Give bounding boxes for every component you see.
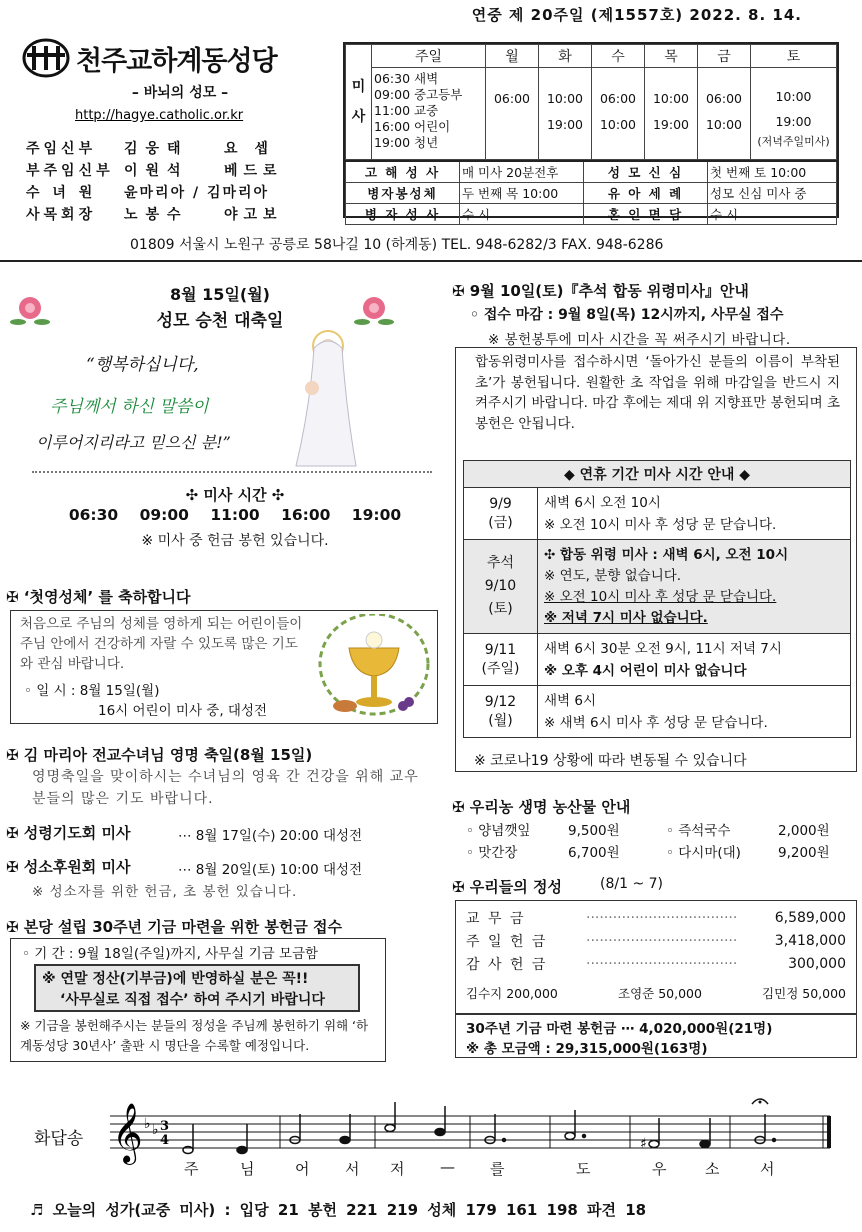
- lyric-syllable: 주: [184, 1160, 199, 1178]
- svg-text:4: 4: [160, 1133, 170, 1148]
- feast-quote-line3: 이루어지리라고 믿으신 분!”: [36, 433, 231, 452]
- svg-text:♭: ♭: [144, 1116, 151, 1132]
- prayer-heading: ✠ 성령기도회 미사: [6, 824, 131, 842]
- lyric-syllable: 도: [576, 1160, 591, 1178]
- hymn-list: ♬ 오늘의 성가(교중 미사) : 입당 21 봉헌 221 219 성체 179 161 198 파견 18: [30, 1201, 647, 1219]
- feast-quote-line1: “행복하십니다,: [86, 355, 199, 375]
- mass-note: ※ 미사 중 헌금 봉헌 있습니다.: [141, 533, 329, 549]
- communion-place: 16시 어린이 미사 중, 대성전: [98, 703, 268, 719]
- lyric-syllable: 우: [652, 1160, 667, 1178]
- table-row: 교 무 금 ·································· 6,589,000: [466, 909, 846, 927]
- memorial-deadline: ◦ 접수 마감 : 9월 8일(목) 12시까지, 사무실 접수: [470, 307, 784, 323]
- feast-date: 8월 15일(월): [170, 285, 270, 304]
- mary-figure-icon: [290, 328, 360, 468]
- fund-warning2: ‘사무실로 직접 접수’ 하여 주시기 바랍니다: [60, 992, 325, 1008]
- communion-heading: ✠ ‘첫영성체’ 를 축하합니다: [6, 588, 191, 606]
- parish-logo-icon: [22, 38, 70, 78]
- mass-time-title: ✣ 미사 시간 ✣: [185, 486, 285, 504]
- benefactor-heading: ✠ 성소후원회 미사: [6, 858, 131, 876]
- memorial-note: ※ 봉헌봉투에 미사 시간을 꼭 써주시기 바랍니다.: [488, 332, 791, 348]
- farm-list: [466, 820, 846, 864]
- lyric-syllable: 서: [345, 1160, 360, 1178]
- feast-quote-line2: 주님께서 하신 말씀이: [50, 397, 209, 417]
- fund-offering: 30주년 기금 마련 봉헌금 ⋯ 4,020,000원(21명): [466, 1021, 773, 1037]
- memorial-body: 합동위령미사를 접수하시면 ‘돌아가신 분들의 이름이 부착된 초’가 봉헌됩니다. 원활한 초 작업을 위해 마감일을 반드시 지켜주시기 바랍니다. 마감 후에는 제대 위 지향표만 봉헌되며 초 봉헌은 안됩니다.: [475, 354, 840, 432]
- chalice-icon: [315, 614, 433, 720]
- divider: [0, 260, 862, 262]
- lyric-syllable: 서: [760, 1160, 775, 1178]
- psalm-lyrics: [0, 1158, 862, 1180]
- lyric-syllable: 소: [705, 1160, 720, 1178]
- sister-text: 영명축일을 맞이하시는 수녀님의 영육 간 건강을 위해 교우분들의 많은 기도 바랍니다.: [32, 769, 419, 807]
- holiday-mass-table: ◆ 연휴 기간 미사 시간 안내 ◆ 9/9 (금) 새벽 6시 오전 10시 ※ 오전 10시 미사 후 성당 문 닫습니다. 추석 9/10 (토) ✣ 합동 위령 미사 : 새벽 6시, 오전 10시 ※ 연도, 분향 없습니다. ※ 오전 10시 미사 후 성당 문 닫습니다. ※ 저녁 7시 미사 없습니다. 9/11 (주일) 새벽 6시 30분 오전 9시, 11시 저녁 7시 ※ 오후 4시 어린이 미사 없습니다 9/12 (월) 새벽 6시 ※ 새벽 6시 미사 후 성당 문 닫습니다.: [463, 460, 851, 738]
- fund-warning1: ※ 연말 정산(기부금)에 반영하실 분은 꼭!!: [42, 971, 309, 987]
- offering-box: [455, 900, 857, 1058]
- memorial-heading: ✠ 9월 10일(토)『추석 합동 위령미사』안내: [452, 282, 749, 300]
- lyric-syllable: —: [440, 1158, 455, 1176]
- fund-period: ◦ 기 간 : 9월 18일(주일)까지, 사무실 기금 모금함: [22, 946, 319, 962]
- lyric-syllable: 님: [240, 1160, 255, 1178]
- table-row: 주 일 헌 금 ·································· 3,418,000: [466, 932, 846, 950]
- flower-icon: [354, 292, 394, 328]
- staff-row: 주임신부 김웅태 요 셉: [26, 141, 274, 157]
- prayer-info: ⋯ 8월 17일(수) 20:00 대성전: [178, 828, 363, 844]
- staff-row: 부주임신부 이원석 베드로: [26, 163, 283, 179]
- list-item: ◦ 맛간장 6,700원 ◦ 다시마(대) 9,200원: [466, 845, 830, 861]
- lyric-syllable: 어: [295, 1160, 310, 1178]
- psalm-label: 화답송: [34, 1129, 84, 1149]
- offering-total: ※ 총 모금액 : 29,315,000원(163명): [466, 1041, 708, 1057]
- offering-heading: ✠ 우리들의 정성: [452, 878, 562, 896]
- sunday-times: 06:30 새벽 09:00 중고등부 11:00 교중 16:00 어린이 19:00 청년: [372, 68, 486, 160]
- communion-date: ◦ 일 시 : 8월 15일(월): [24, 683, 160, 699]
- table-row: 감 사 헌 금 ·································· 300,000: [466, 955, 846, 973]
- church-name: 천주교하계동성당: [76, 45, 277, 77]
- offering-period: (8/1 ~ 7): [600, 876, 663, 892]
- treble-clef-icon: 𝄞: [112, 1103, 143, 1163]
- sister-heading: ✠ 김 마리아 전교수녀님 영명 축일(8월 15일): [6, 746, 313, 764]
- lyric-syllable: 저: [390, 1160, 405, 1178]
- donor-row: 김수지 200,000 조영준 50,000 김민정 50,000: [466, 985, 846, 1001]
- communion-text: 처음으로 주님의 성체를 영하게 되는 어린이들이 주님 안에서 건강하게 자랄 수 있도록 많은 기도와 관심 바랍니다.: [20, 616, 303, 672]
- mass-label: 미사: [346, 45, 372, 160]
- lyric-syllable: 를: [490, 1160, 505, 1178]
- feast-title: 성모 승천 대축일: [156, 311, 284, 331]
- fund-heading: ✠ 본당 설립 30주년 기금 마련을 위한 봉헌금 접수: [6, 918, 343, 936]
- benefactor-note: ※ 성소자를 위한 헌금, 초 봉헌 있습니다.: [32, 884, 298, 900]
- svg-text:♯: ♯: [640, 1136, 647, 1152]
- church-subtitle: – 바뇌의 성모 –: [131, 85, 229, 101]
- svg-text:3: 3: [160, 1119, 170, 1134]
- fund-note: ※ 기금을 봉헌해주시는 분들의 정성을 주님께 봉헌하기 위해 ‘하계동성당 30년사’ 출판 시 명단을 수록할 예정입니다.: [20, 1018, 369, 1053]
- mass-schedule-table: 미사 주일 월 화 수 목 금 토 06:30 새벽 09:00 중고등부 11:00 교중 16:00 어린이 19:00 청년 06:00 10:00 19:00 06:00 10:00 10:00 19:00 06:00 10:00 10:00 19:00 (저녁주일미사) 고 해 성 사 매 미사 20분전후 성 모 신 심 첫 번째 토 10:00 병자봉성체 두 번째 목 10:00 유 아 세 례 성모 신심 미사 중 병 자 성 사 수 시 혼 인 면 담 수 시: [343, 42, 839, 218]
- church-address: 01809 서울시 노원구 공릉로 58나길 10 (하계동) TEL. 948-6282/3 FAX. 948-6286: [130, 237, 664, 253]
- farm-heading: ✠ 우리농 생명 농산물 안내: [452, 798, 631, 816]
- benefactor-info: ⋯ 8월 20일(토) 10:00 대성전: [178, 862, 363, 878]
- svg-text:♭: ♭: [152, 1122, 159, 1138]
- flower-icon: [10, 292, 50, 328]
- church-logo: [22, 38, 322, 78]
- staff-row: 사목회장 노봉수 야고보: [26, 207, 283, 223]
- covid-note: ※ 코로나19 상황에 따라 변동될 수 있습니다: [474, 753, 747, 769]
- mass-times: 06:30 09:00 11:00 16:00 19:00: [68, 506, 402, 524]
- staff-row: 수 녀 원 윤마리아 / 김마리아: [26, 185, 270, 201]
- church-url-link[interactable]: http://hagye.catholic.or.kr: [75, 108, 244, 123]
- issue-info: 연중 제 20주일 (제1557호) 2022. 8. 14.: [471, 6, 802, 24]
- dotted-divider: [32, 471, 432, 473]
- list-item: ◦ 양념깻잎 9,500원 ◦ 즉석국수 2,000원: [466, 823, 830, 839]
